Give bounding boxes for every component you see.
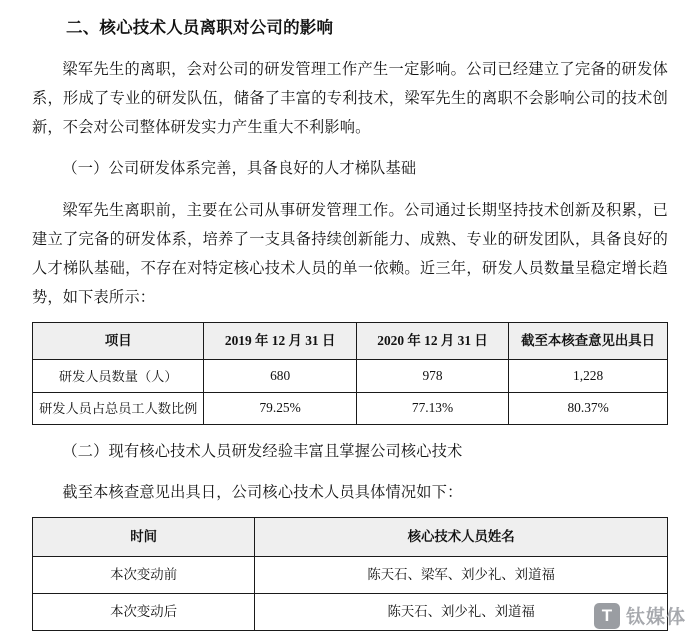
table-row xyxy=(33,557,668,594)
table-cell: 680 xyxy=(204,360,356,393)
table-cell: 1,228 xyxy=(509,360,668,393)
table-cell: 研发人员数量（人） xyxy=(33,360,204,393)
table-cell: 77.13% xyxy=(356,393,508,424)
table-cell: 本次变动前 xyxy=(33,557,255,594)
watermark-logo-icon: T xyxy=(594,603,620,629)
table-cell: 研发人员占总员工人数比例 xyxy=(33,393,204,424)
watermark-label: 钛媒体 xyxy=(625,607,686,628)
paragraph-section-two-body: 截至本核查意见出具日，公司核心技术人员具体情况如下： xyxy=(62,483,463,501)
paragraph-section-one-title: （一）公司研发体系完善，具备良好的人才梯队基础 xyxy=(62,160,417,178)
table-core-staff xyxy=(32,517,668,631)
page-title: 二、核心技术人员离职对公司的影响 xyxy=(66,18,334,37)
table-header-cell: 核心技术人员姓名 xyxy=(255,517,668,556)
table-row xyxy=(33,393,668,424)
paragraph-intro: 梁军先生的离职，会对公司的研发管理工作产生一定影响。公司已经建立了完备的研发体系，形成了专业的研发队伍，储备了丰富的专利技术，梁军先生的离职不会影响公司的技术创新，不会对公司整体研发实力产生重大不利影响。 xyxy=(32,60,668,137)
table-header-cell: 2019 年 12 月 31 日 xyxy=(204,323,356,360)
table-cell: 陈天石、梁军、刘少礼、刘道福 xyxy=(255,557,668,594)
table-cell: 79.25% xyxy=(204,393,356,424)
table-header-cell: 项目 xyxy=(33,323,204,360)
table-cell: 本次变动后 xyxy=(33,594,255,631)
table-row xyxy=(33,360,668,393)
table-row xyxy=(33,594,668,631)
table-cell: 978 xyxy=(356,360,508,393)
table-header-row xyxy=(33,323,668,360)
watermark xyxy=(594,602,686,629)
table-cell: 陈天石、刘少礼、刘道福 xyxy=(255,594,668,631)
table-header-cell: 截至本核查意见出具日 xyxy=(509,323,668,360)
table-header-row xyxy=(33,517,668,556)
paragraph-section-two-title: （二）现有核心技术人员研发经验丰富且掌握公司核心技术 xyxy=(62,442,463,460)
table-header-cell: 时间 xyxy=(33,517,255,556)
table-rd-staff xyxy=(32,322,668,424)
paragraph-section-one-body: 梁军先生离职前，主要在公司从事研发管理工作。公司通过长期坚持技术创新及积累，已建立了完备的研发体系，培养了一支具备持续创新能力、成熟、专业的研发团队，具备良好的人才梯队基础，不存在对特定核心技术人员的单一依赖。近三年，研发人员数量呈稳定增长趋势，如下表所示： xyxy=(32,201,668,307)
table-header-cell: 2020 年 12 月 31 日 xyxy=(356,323,508,360)
table-cell: 80.37% xyxy=(509,393,668,424)
